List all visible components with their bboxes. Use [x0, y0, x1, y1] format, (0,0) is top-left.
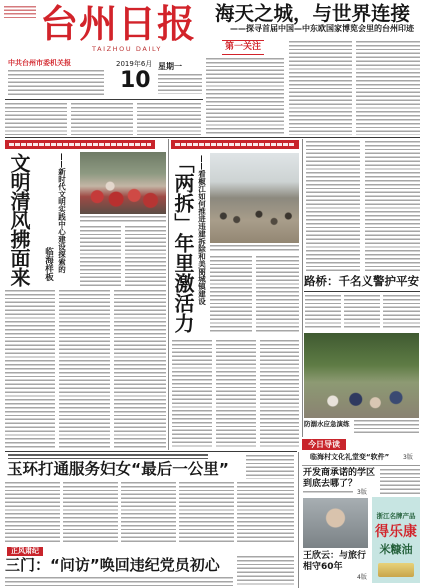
left-story-photo: [80, 152, 166, 214]
left-story-headline: 文明清风拂面来: [7, 153, 31, 286]
date-year-month: 2019年6月: [116, 60, 153, 68]
center-story-photo: [210, 153, 299, 243]
digest-label: 今日导读: [302, 439, 346, 450]
section-rule-top: [5, 137, 420, 138]
date-weekday: 星期一: [158, 62, 182, 71]
right-story-photo: [304, 333, 419, 418]
lead-body-col-5: [71, 103, 133, 135]
ad-top-line: 浙江名牌产品: [376, 512, 416, 520]
women-story-kicker: [8, 454, 208, 459]
women-story-body: [5, 482, 60, 544]
left-story-body: [114, 290, 166, 448]
bottom-section-rule: [5, 451, 297, 452]
lead-tag: 第一关注: [222, 40, 264, 55]
digest-photo: [303, 498, 368, 548]
right-story-photo-caption: 防溺水应急演练: [304, 420, 350, 428]
date-day: 10: [120, 68, 151, 93]
center-story-body: [256, 256, 299, 334]
ad-decoration: [378, 563, 414, 577]
digest-item-page: 3版: [403, 454, 413, 461]
lead-body-col-2: [289, 41, 352, 135]
discipline-story-headline: 三门：“问访”唤回违纪党员初心: [5, 556, 220, 574]
lead-body-col-4: [5, 103, 67, 135]
section-label-left: [5, 140, 155, 149]
masthead-publication-info: [8, 70, 104, 96]
masthead-logo-english: TAIZHOU DAILY: [92, 45, 162, 53]
ad-product: 米糠油: [379, 543, 413, 556]
discipline-story-aside: [237, 556, 294, 587]
women-story-body: [63, 482, 118, 544]
digest-item-summary: [303, 491, 353, 495]
section-label-center: [171, 140, 299, 149]
center-story-headline: 「两拆」年里激活力: [171, 153, 195, 333]
center-story-body: [210, 256, 252, 334]
right-story-caption-text: [354, 420, 419, 435]
right-column-body: [365, 141, 420, 271]
digest-item-title: 开发商承诺的学区: [303, 468, 376, 478]
digest-item-rule: [302, 465, 420, 466]
right-story-body: [305, 295, 341, 330]
women-story-body: [237, 482, 294, 544]
column-divider-left: [168, 139, 169, 450]
masthead-corner-note: [4, 6, 36, 20]
lead-headline: 海天之城，与世界连接: [215, 2, 411, 25]
lead-body-col-6: [137, 103, 201, 135]
lead-body-col-3: [356, 41, 420, 135]
center-story-body: [216, 340, 256, 448]
bottom-column-divider: [298, 452, 299, 588]
advertisement: [372, 497, 420, 583]
masthead-logo: 台州日报: [40, 1, 197, 46]
lead-body-col-1: [206, 58, 284, 135]
digest-item-title: 到底去哪了？: [303, 479, 358, 489]
right-story-body: [344, 295, 380, 330]
left-story-subhead-end: 临海样板: [43, 247, 54, 281]
right-column-body: [306, 141, 360, 271]
women-story-aside: [246, 455, 294, 479]
masthead-rule: [5, 99, 203, 100]
masthead-organ: 中共台州市委机关报: [8, 59, 71, 67]
left-story-body: [59, 290, 110, 448]
date-lunar-info: [158, 74, 202, 94]
center-story-body: [260, 340, 299, 448]
right-story-headline: 路桥：千名义警护平安: [304, 274, 419, 288]
digest-item-summary: [380, 469, 420, 494]
left-story-body: [125, 226, 166, 286]
women-story-body: [121, 482, 176, 544]
digest-item-title: 相守60年: [303, 562, 343, 572]
digest-item-page: 3版: [357, 489, 367, 496]
right-story-body: [383, 295, 420, 330]
digest-item-title: 临海村文化礼堂变“软件”: [310, 453, 390, 461]
women-story-headline: 玉环打通服务妇女“最后一公里”: [7, 460, 229, 478]
digest-item-page: 4版: [357, 574, 367, 581]
left-story-photo-caption: [80, 216, 166, 223]
women-story-body: [179, 482, 234, 544]
left-story-subhead: ——新时代文明实践中心建设探索的: [57, 153, 67, 273]
lead-subhead: ——探寻首届中国—中东欧国家博览会里的台州印迹: [230, 24, 414, 33]
left-story-body: [80, 226, 121, 286]
ad-brand: 得乐康: [375, 524, 417, 540]
discipline-story-body: [5, 577, 233, 587]
digest-item-title: 王欣云：与旅行: [303, 551, 367, 561]
center-story-subhead: ——看椒江如何推进违建拆除和美丽城镇建设: [197, 155, 207, 305]
discipline-section-label: 正风肃纪: [7, 547, 43, 556]
column-divider-right: [302, 139, 303, 437]
center-story-photo-caption: [210, 245, 299, 253]
masthead: [0, 0, 210, 100]
left-story-body: [5, 290, 55, 448]
right-story-rule: [304, 291, 420, 292]
center-story-body: [172, 340, 212, 448]
